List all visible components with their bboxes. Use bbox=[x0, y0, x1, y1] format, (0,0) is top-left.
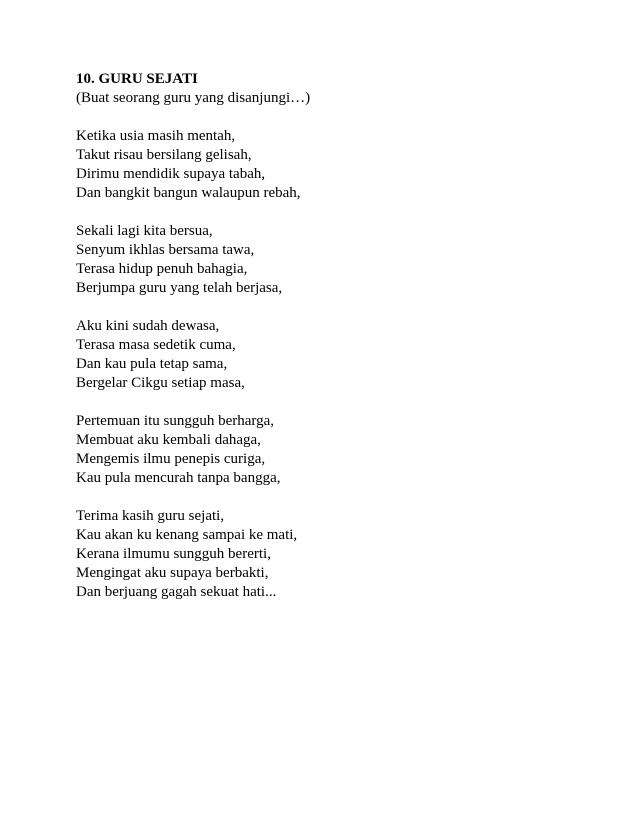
poem bbox=[76, 70, 576, 602]
stanza-1 bbox=[76, 127, 576, 203]
poem-line: Sekali lagi kita bersua, bbox=[76, 223, 213, 239]
stanza-4 bbox=[76, 412, 576, 488]
poem-line: Dan kau pula tetap sama, bbox=[76, 356, 228, 372]
poem-line: Kau pula mencurah tanpa bangga, bbox=[76, 470, 281, 486]
poem-line: Senyum ikhlas bersama tawa, bbox=[76, 242, 255, 258]
poem-line: Dan bangkit bangun walaupun rebah, bbox=[76, 185, 301, 201]
poem-dedication: (Buat seorang guru yang disanjungi…) bbox=[76, 90, 311, 106]
poem-line: Pertemuan itu sungguh berharga, bbox=[76, 413, 275, 429]
poem-line: Bergelar Cikgu setiap masa, bbox=[76, 375, 245, 391]
poem-line: Terasa masa sedetik cuma, bbox=[76, 337, 236, 353]
poem-line: Kau akan ku kenang sampai ke mati, bbox=[76, 527, 298, 543]
poem-line: Ketika usia masih mentah, bbox=[76, 128, 236, 144]
poem-line: Terasa hidup penuh bahagia, bbox=[76, 261, 248, 277]
poem-title: 10. GURU SEJATI bbox=[76, 71, 198, 87]
poem-line: Aku kini sudah dewasa, bbox=[76, 318, 220, 334]
poem-line: Terima kasih guru sejati, bbox=[76, 508, 225, 524]
stanza-3 bbox=[76, 317, 576, 393]
poem-line: Mengemis ilmu penepis curiga, bbox=[76, 451, 266, 467]
poem-line: Takut risau bersilang gelisah, bbox=[76, 147, 252, 163]
poem-line: Kerana ilmumu sungguh bererti, bbox=[76, 546, 271, 562]
poem-line: Dirimu mendidik supaya tabah, bbox=[76, 166, 266, 182]
stanza-2 bbox=[76, 222, 576, 298]
poem-line: Dan berjuang gagah sekuat hati... bbox=[76, 584, 277, 600]
poem-line: Mengingat aku supaya berbakti, bbox=[76, 565, 269, 581]
poem-line: Berjumpa guru yang telah berjasa, bbox=[76, 280, 283, 296]
stanza-5 bbox=[76, 507, 576, 602]
poem-line: Membuat aku kembali dahaga, bbox=[76, 432, 261, 448]
